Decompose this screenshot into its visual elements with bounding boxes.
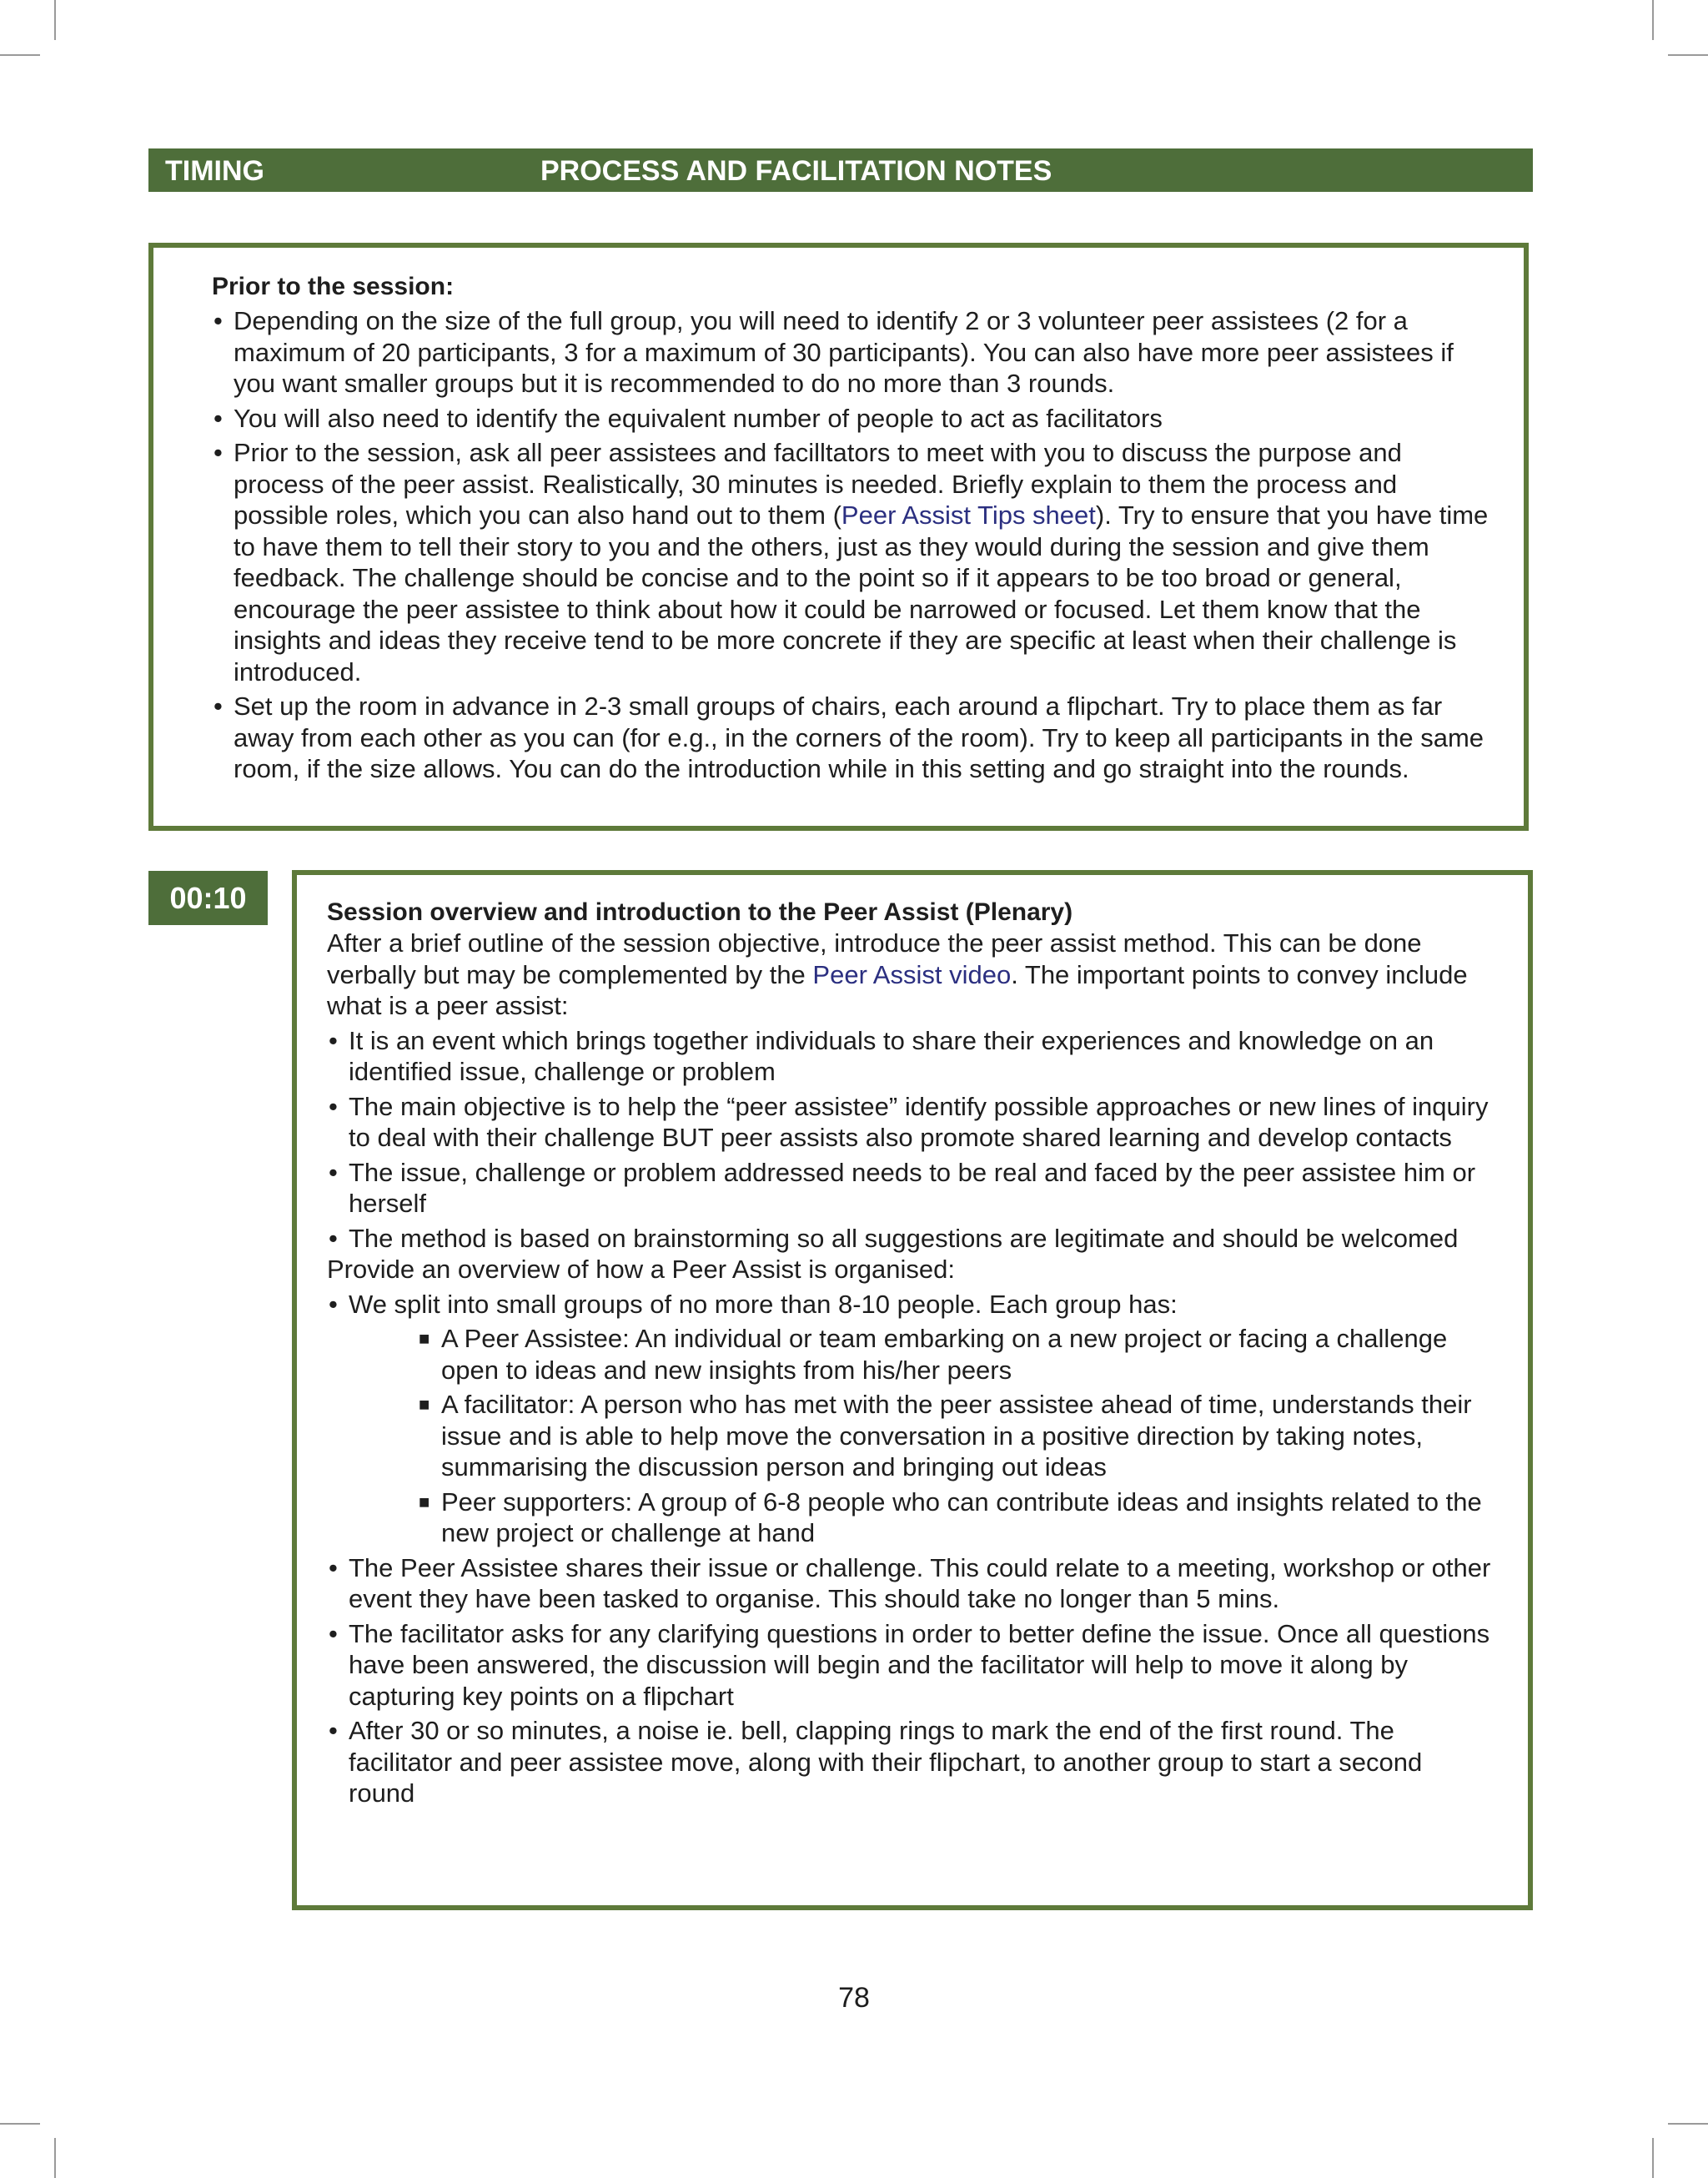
prior-session-list — [212, 305, 1490, 785]
list-item: • You will also need to identify the equivalent number of people to act as facilitators — [212, 403, 1490, 435]
list-item: • It is an event which brings together individuals to share their experiences and knowledge on an identified issue, challenge or problem — [327, 1025, 1494, 1088]
list-item: • The main objective is to help the “peer assistee” identify possible approaches or new lines of inquiry to deal with their challenge BUT peer assists also promote shared learning and develop contacts — [327, 1091, 1494, 1154]
organisation-list — [327, 1289, 1494, 1809]
peer-assist-video-link[interactable]: Peer Assist video — [812, 959, 1012, 989]
crop-mark — [54, 0, 56, 40]
list-item: • The facilitator asks for any clarifying questions in order to better define the issue. Once all questions have been answered, the discussion will begin and the facilitator will help to move it along by capturing key points on a flipchart — [327, 1618, 1494, 1713]
intro-paragraph — [327, 928, 1494, 1022]
time-badge: 00:10 — [148, 871, 268, 925]
process-header: PROCESS AND FACILITATION NOTES — [540, 155, 1052, 187]
session-overview-box — [292, 870, 1533, 1910]
list-item — [212, 437, 1490, 687]
role-item: ■ A Peer Assistee: An individual or team embarking on a new project or facing a challenge open to ideas and new insights from his/her peers — [419, 1323, 1494, 1386]
prior-session-box — [148, 243, 1529, 831]
what-is-peer-assist-list — [327, 1025, 1494, 1255]
text-span: After a brief outline of the session objective, introduce the peer assist method. This can be done verbally but may be complemented by the — [327, 928, 1422, 989]
crop-mark — [1668, 54, 1708, 56]
text-span: Prior to the session, ask all peer assistees and facilltators to meet with you to discuss the purpose and process of the peer assist. Realistically, 30 minutes is needed. Briefly explain to them the process and possible roles, which you can also hand out to them ( — [234, 438, 1402, 530]
list-item: • The issue, challenge or problem addressed needs to be real and faced by the peer assistee him or herself — [327, 1157, 1494, 1220]
crop-mark — [1668, 2123, 1708, 2125]
crop-mark — [54, 2138, 56, 2178]
text-span: . The important points to convey include what is a peer assist: — [327, 959, 1468, 1020]
list-item: • The Peer Assistee shares their issue or challenge. This could relate to a meeting, workshop or other event they have been tasked to organise. This should take no longer than 5 mins. — [327, 1552, 1494, 1615]
organised-paragraph: Provide an overview of how a Peer Assist is organised: — [327, 1255, 955, 1284]
crop-mark — [0, 2123, 40, 2125]
crop-mark — [0, 54, 40, 56]
roles-list — [349, 1323, 1494, 1549]
text-span: ). Try to ensure that you have time to have them to tell their story to you and the others, just as they would during the session and give them feedback. The challenge should be concise and to the point so if it appears to be too broad or general, encourage the peer assistee to think about how it could be narrowed or focused. Let them know that the insights and ideas they receive tend to be more concrete if they are specific at least when their challenge is introduced. — [234, 500, 1489, 687]
prior-session-title: Prior to the session: — [212, 273, 455, 300]
role-item: ■ A facilitator: A person who has met with the peer assistee ahead of time, understands their issue and is able to help move the conversation in a positive direction by taking notes, summarising the discussion person and bringing out ideas — [419, 1389, 1494, 1483]
page-number: 78 — [838, 1982, 870, 2014]
session-overview-title: Session overview and introduction to the Peer Assist (Plenary) — [327, 898, 1073, 926]
text-span: We split into small groups of no more than 8-10 people. Each group has: — [349, 1289, 1178, 1319]
crop-mark — [1652, 0, 1654, 40]
crop-mark — [1652, 2138, 1654, 2178]
list-item: • Set up the room in advance in 2-3 small groups of chairs, each around a flipchart. Try to place them as far away from each other as you can (for e.g., in the corners of the room). Try to keep all participants in the same room, if the size allows. You can do the introduction while in this setting and go straight into the rounds. — [212, 691, 1490, 785]
list-item: • Depending on the size of the full group, you will need to identify 2 or 3 volunteer peer assistees (2 for a maximum of 20 participants, 3 for a maximum of 30 participants). You can also have more peer assistees if you want smaller groups but it is recommended to do no more than 3 rounds. — [212, 305, 1490, 400]
role-item: ■ Peer supporters: A group of 6-8 people who can contribute ideas and insights related to the new project or challenge at hand — [419, 1486, 1494, 1549]
timing-header: TIMING — [165, 155, 264, 187]
column-header-bar — [148, 148, 1533, 192]
list-item — [327, 1289, 1494, 1549]
peer-assist-tips-link[interactable]: Peer Assist Tips sheet — [841, 500, 1096, 530]
list-item: • After 30 or so minutes, a noise ie. bell, clapping rings to mark the end of the first round. The facilitator and peer assistee move, along with their flipchart, to another group to start a second round — [327, 1715, 1494, 1809]
list-item: • The method is based on brainstorming so all suggestions are legitimate and should be welcomed — [327, 1223, 1494, 1255]
